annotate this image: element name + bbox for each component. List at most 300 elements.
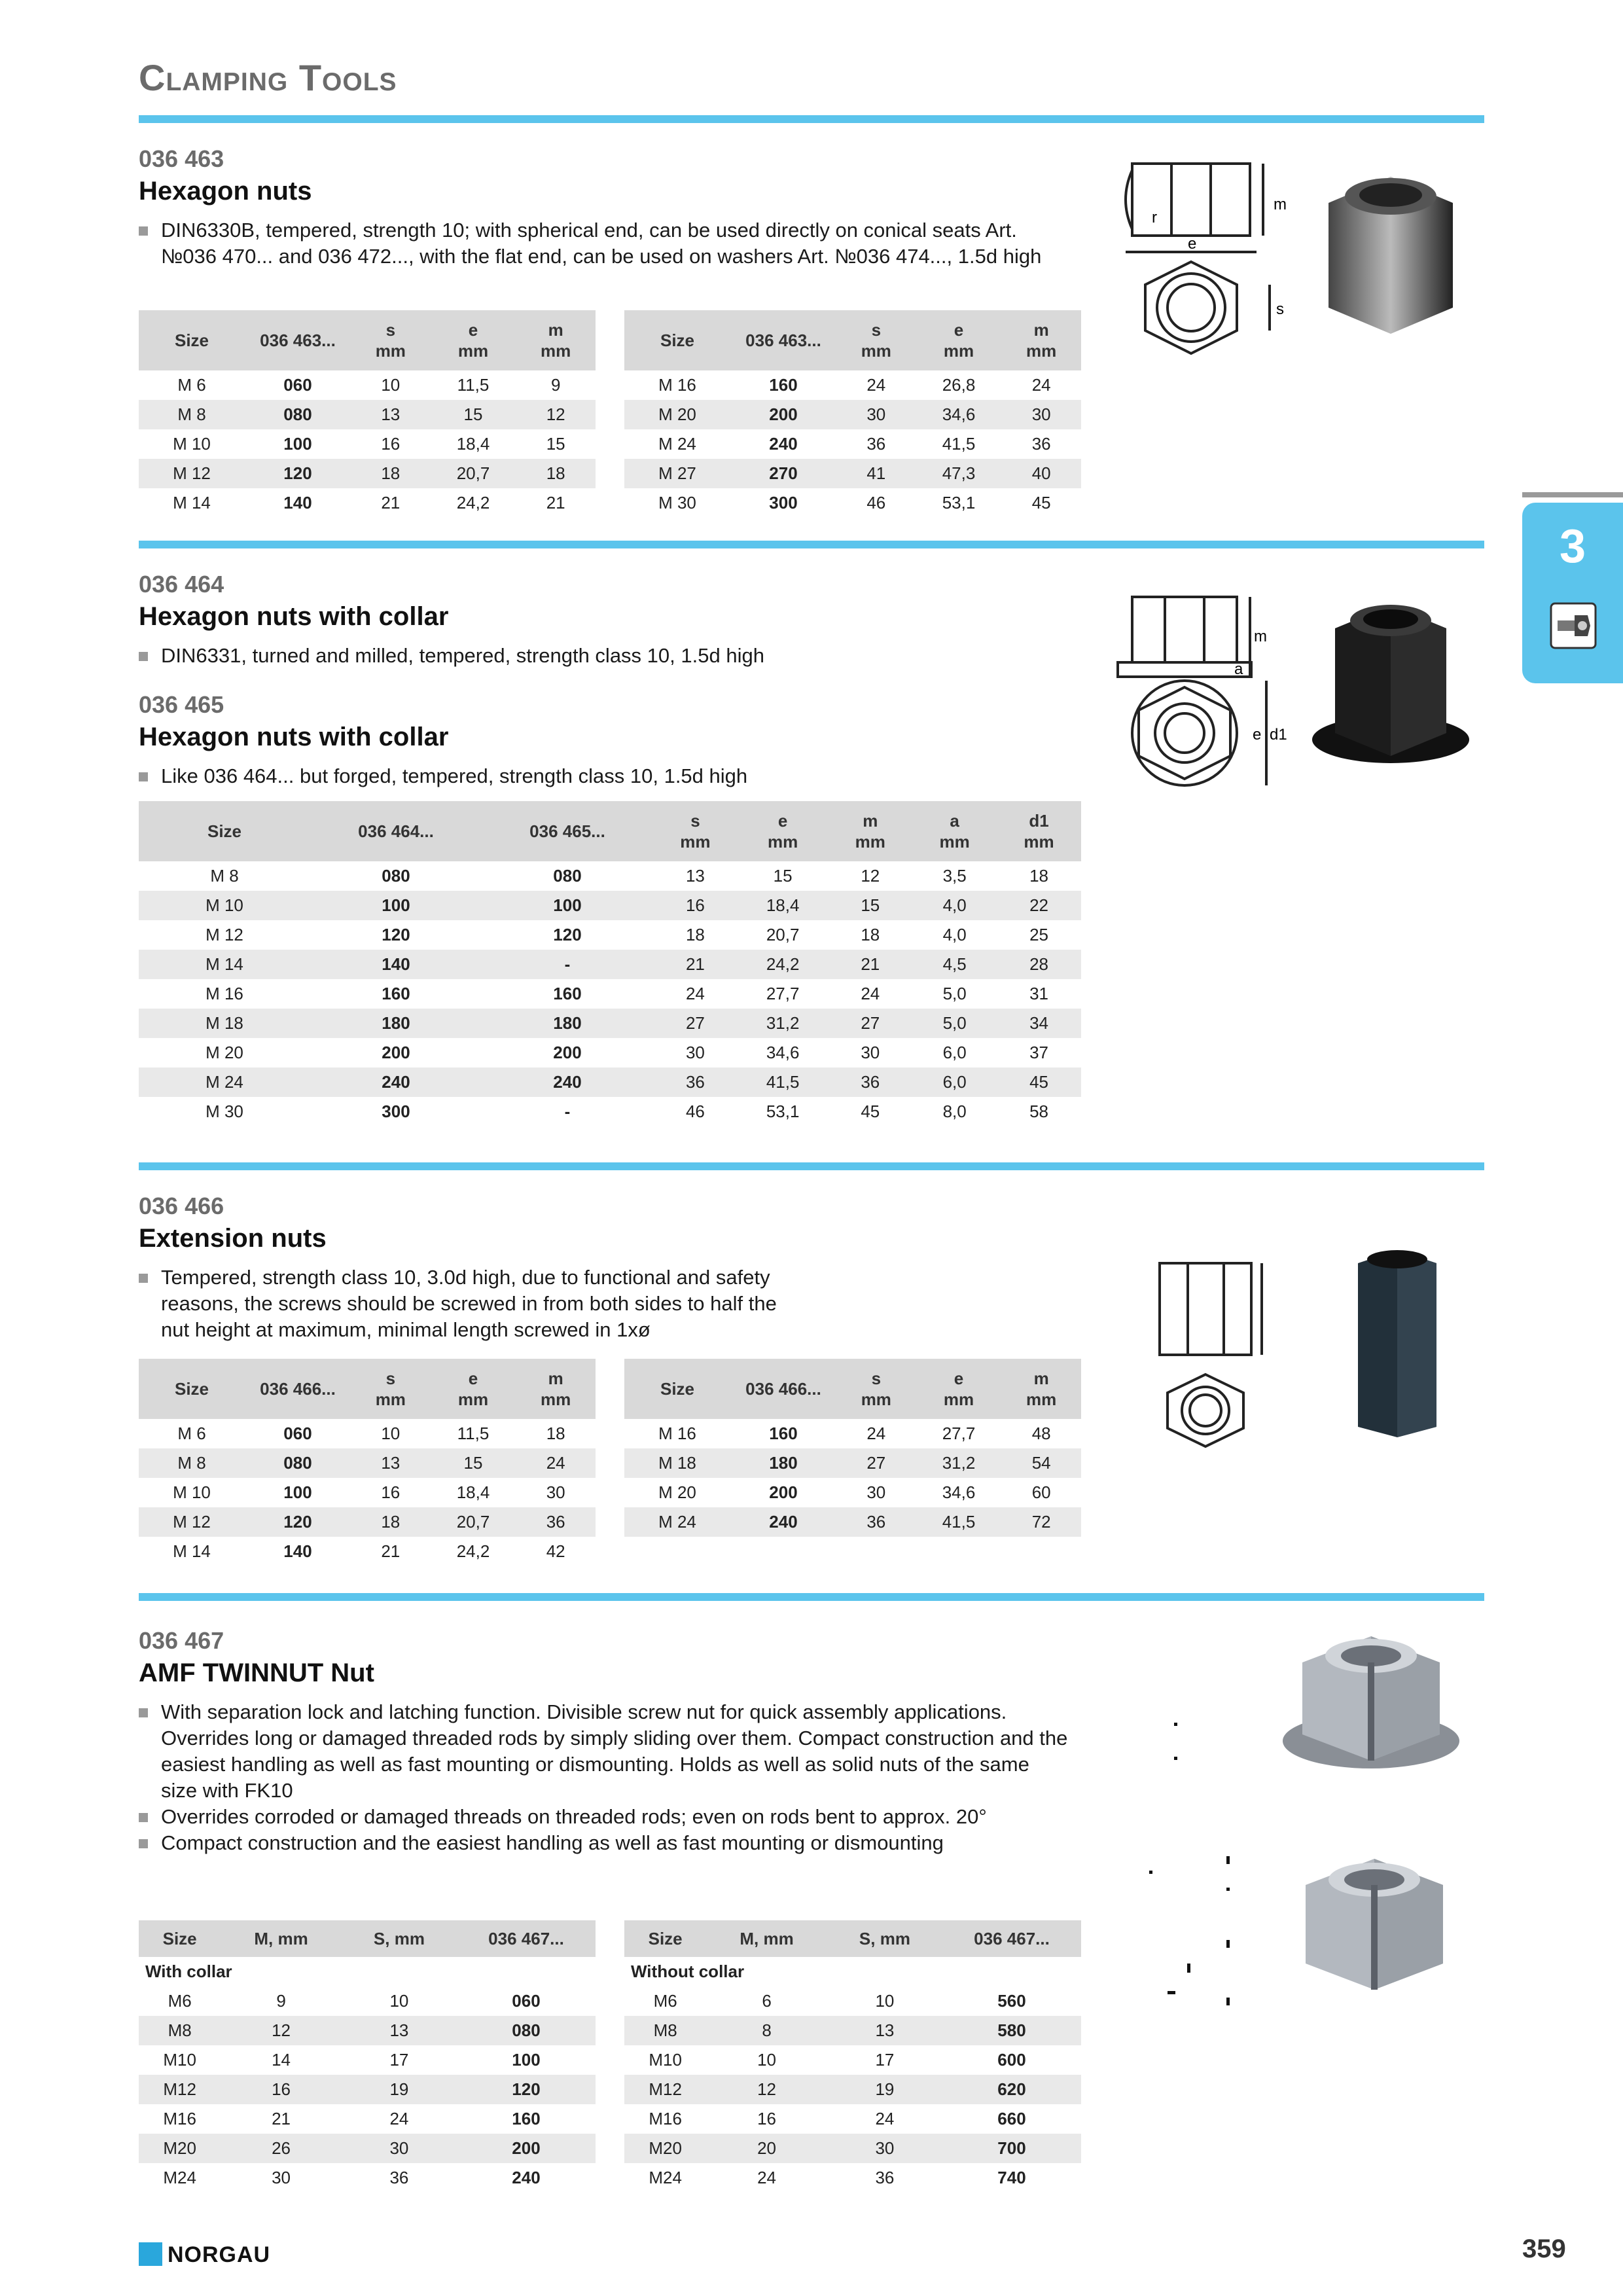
- cell: 20,7: [431, 1507, 516, 1537]
- cell: 10: [342, 1986, 457, 2016]
- table-row: [139, 1986, 596, 2016]
- cell: 240: [457, 2163, 596, 2193]
- cell: 270: [730, 459, 836, 488]
- table-header-row: [139, 1920, 596, 1957]
- cell: M 14: [173, 1541, 211, 1561]
- table-row: [624, 1478, 1081, 1507]
- col-article: 036 463...: [730, 310, 836, 370]
- marker-dot: [1226, 1998, 1230, 2005]
- cell: 100: [457, 2045, 596, 2075]
- cell: 180: [730, 1448, 836, 1478]
- spec-table-466-left: [139, 1359, 596, 1566]
- cell: 30: [342, 2134, 457, 2163]
- table-row: [139, 488, 596, 518]
- cell: 18: [546, 1424, 565, 1443]
- marker-dot: [1226, 1940, 1230, 1948]
- spec-table-467-right: [624, 1920, 1081, 2193]
- cell: 160: [553, 984, 582, 1003]
- table-header-row: [139, 801, 1081, 861]
- col-m: M, mm: [221, 1920, 342, 1957]
- page-title: [139, 56, 397, 99]
- cell: 21: [221, 2104, 342, 2134]
- table-header-row: [139, 310, 596, 370]
- table-row: [624, 1419, 1081, 1448]
- table-row: [139, 2045, 596, 2075]
- cell: 200: [730, 400, 836, 429]
- marker-dot: [1187, 1964, 1190, 1973]
- article-number-464: 036 464: [139, 571, 224, 598]
- cell: 41,5: [738, 1067, 829, 1097]
- bullet-list-463: [139, 217, 1068, 270]
- table-row: [139, 979, 1081, 1009]
- marker-dot: [1168, 1991, 1175, 1994]
- col-e: e mm: [431, 1359, 516, 1419]
- cell: 6: [706, 1986, 827, 2016]
- dim-label-a: a: [1234, 660, 1243, 678]
- col-article: 036 467...: [457, 1920, 596, 1957]
- cell: M 6: [177, 1424, 206, 1443]
- col-e: e mm: [738, 801, 829, 861]
- group-label: With collar: [139, 1957, 596, 1986]
- cell: 47,3: [916, 459, 1002, 488]
- cell: 28: [997, 950, 1081, 979]
- cell: 10: [827, 1986, 942, 2016]
- hexagon-nut-photo: [1309, 157, 1472, 340]
- cell: 18,4: [456, 434, 490, 454]
- cell: 20,7: [766, 925, 800, 944]
- cell: M 14: [173, 493, 211, 512]
- table-row: [624, 488, 1081, 518]
- marker-dot: [1174, 1723, 1177, 1726]
- cell: M20: [624, 2134, 706, 2163]
- cell: 18: [861, 925, 880, 944]
- cell: 16: [221, 2075, 342, 2104]
- col-article: 036 463...: [245, 310, 351, 370]
- cell: -: [482, 950, 653, 979]
- cell: M10: [139, 2045, 221, 2075]
- cell: 200: [769, 1482, 798, 1502]
- cell: 8: [706, 2016, 827, 2045]
- cell: 11,5: [457, 1424, 490, 1443]
- bullet-item: Tempered, strength class 10, 3.0d high, due to functional and safety reasons, the screws should be screwed in from both sides to half the nut height at maximum, minimal length screwed in 1xø: [139, 1265, 806, 1343]
- col-m: m mm: [1001, 1359, 1081, 1419]
- cell: 10: [706, 2045, 827, 2075]
- table-row: [139, 1448, 596, 1478]
- bullet-list-465: [139, 763, 1068, 789]
- cell: 100: [310, 891, 482, 920]
- cell: M 30: [658, 493, 696, 512]
- cell: 21: [381, 1541, 401, 1561]
- cell: 36: [836, 1507, 916, 1537]
- col-size: Size: [139, 1920, 221, 1957]
- table-row: [139, 1957, 596, 1986]
- cell: 25: [1029, 925, 1048, 944]
- cell: 72: [1001, 1507, 1081, 1537]
- cell: M 16: [205, 984, 243, 1003]
- table-row: [139, 891, 1081, 920]
- article-number-467: 036 467: [139, 1627, 224, 1654]
- cell: 41,5: [916, 1507, 1002, 1537]
- article-title-466: Extension nuts: [139, 1224, 327, 1253]
- col-article-465: 036 465...: [482, 801, 653, 861]
- cell: M 10: [173, 1482, 211, 1502]
- article-title-465: Hexagon nuts with collar: [139, 723, 449, 751]
- cell: 180: [310, 1009, 482, 1038]
- hexagon-nut-drawing: [1113, 151, 1296, 373]
- cell: 26: [221, 2134, 342, 2163]
- cell: 18: [685, 925, 705, 944]
- cell: M 27: [624, 459, 730, 488]
- cell: 300: [769, 493, 798, 512]
- col-m: m mm: [516, 310, 596, 370]
- cell: 3,5: [942, 866, 967, 886]
- bullet-item: Compact construction and the easiest handling as well as fast mounting or dismounting: [139, 1830, 1068, 1856]
- cell: 13: [351, 1448, 431, 1478]
- cell: 36: [866, 434, 886, 454]
- cell: 34: [997, 1009, 1081, 1038]
- cell: 4,0: [912, 891, 997, 920]
- col-s: S, mm: [827, 1920, 942, 1957]
- col-s: s mm: [351, 310, 431, 370]
- dim-label-e: e: [1253, 726, 1262, 744]
- cell: 580: [942, 2016, 1081, 2045]
- col-size: Size: [139, 310, 245, 370]
- cell: -: [564, 1102, 571, 1121]
- table-row: [139, 2104, 596, 2134]
- cell: 20,7: [431, 459, 516, 488]
- cell: 12: [861, 866, 880, 886]
- nut-clamp-icon: [1548, 601, 1598, 651]
- cell: 46: [866, 493, 886, 512]
- cell: M 30: [205, 1102, 243, 1121]
- cell: 120: [553, 925, 582, 944]
- col-article: 036 467...: [942, 1920, 1081, 1957]
- cell: 060: [283, 375, 312, 395]
- cell: 30: [685, 1043, 705, 1062]
- article-title-463: Hexagon nuts: [139, 177, 312, 206]
- cell: 5,0: [942, 984, 967, 1003]
- cell: 34,6: [942, 1482, 976, 1502]
- cell: M12: [624, 2075, 706, 2104]
- article-title-464: Hexagon nuts with collar: [139, 602, 449, 631]
- cell: 42: [546, 1541, 565, 1561]
- table-row: [139, 370, 596, 400]
- cell: 24: [706, 2163, 827, 2193]
- col-a: a mm: [912, 801, 997, 861]
- cell: 18,4: [738, 891, 829, 920]
- table-row: [624, 1986, 1081, 2016]
- brand-name: NORGAU: [168, 2242, 271, 2267]
- bullet-item: With separation lock and latching function. Divisible screw nut for quick assembly applications. Overrides long or damaged threaded rods by simply sliding over them. Compact construction and the easiest handling as well as fast mounting or dismounting. Holds as well as solid nuts of the same size with FK10: [139, 1699, 1068, 1804]
- cell: 30: [866, 1482, 886, 1502]
- cell: 21: [828, 950, 912, 979]
- cell: 21: [381, 493, 401, 512]
- cell: M 12: [139, 459, 245, 488]
- cell: 40: [1001, 459, 1081, 488]
- col-size: Size: [624, 1920, 706, 1957]
- table-row: [624, 2163, 1081, 2193]
- cell: 15: [546, 434, 565, 454]
- cell: M8: [139, 2016, 221, 2045]
- table-header-row: [624, 1359, 1081, 1419]
- cell: M 8: [139, 1448, 245, 1478]
- col-d1: d1 mm: [997, 801, 1081, 861]
- table-header-row: [139, 1359, 596, 1419]
- article-number-466: 036 466: [139, 1193, 224, 1219]
- cell: 200: [382, 1043, 410, 1062]
- cell: 36: [516, 1507, 596, 1537]
- cell: 31,2: [916, 1448, 1002, 1478]
- cell: 27: [836, 1448, 916, 1478]
- cell: 16: [653, 891, 738, 920]
- divider: [139, 1593, 1484, 1601]
- cell: 600: [942, 2045, 1081, 2075]
- extension-nut-drawing: [1152, 1257, 1270, 1460]
- col-s: s mm: [653, 801, 738, 861]
- cell: 19: [827, 2075, 942, 2104]
- cell: 16: [706, 2104, 827, 2134]
- table-row: [624, 1507, 1081, 1537]
- cell: 16: [381, 434, 401, 454]
- table-header-row: [624, 310, 1081, 370]
- cell: 14: [221, 2045, 342, 2075]
- cell: 36: [653, 1067, 738, 1097]
- cell: 30: [546, 1482, 565, 1502]
- col-article-464: 036 464...: [310, 801, 482, 861]
- col-m: m mm: [828, 801, 912, 861]
- cell: 8,0: [942, 1102, 967, 1121]
- cell: 4,0: [942, 925, 967, 944]
- cell: 27,7: [942, 1424, 976, 1443]
- col-s: s mm: [836, 310, 916, 370]
- cell: M24: [624, 2163, 706, 2193]
- cell: 60: [1031, 1482, 1051, 1502]
- cell: 6,0: [942, 1043, 967, 1062]
- cell: M 10: [173, 434, 211, 454]
- table-row: [139, 400, 596, 429]
- twinnut-photo: [1283, 1846, 1466, 1996]
- cell: 20: [706, 2134, 827, 2163]
- col-s: S, mm: [342, 1920, 457, 1957]
- spec-table-467-left: [139, 1920, 596, 2193]
- cell: 46: [685, 1102, 705, 1121]
- cell: M 8: [210, 866, 239, 886]
- cell: 24: [685, 984, 705, 1003]
- cell: 18: [351, 459, 431, 488]
- dim-label-r: r: [1152, 209, 1157, 226]
- cell: 240: [482, 1067, 653, 1097]
- table-row: [624, 2075, 1081, 2104]
- cell: 4,5: [912, 950, 997, 979]
- cell: M 20: [205, 1043, 243, 1062]
- cell: M 20: [624, 400, 730, 429]
- cell: 24: [827, 2104, 942, 2134]
- cell: 080: [245, 400, 351, 429]
- cell: 15: [773, 866, 793, 886]
- cell: 140: [283, 493, 312, 512]
- table-row: [139, 1067, 1081, 1097]
- cell: 27: [828, 1009, 912, 1038]
- cell: M 16: [658, 375, 696, 395]
- cell: 24: [866, 375, 886, 395]
- bullet-list-464: [139, 643, 1068, 669]
- cell: 21: [653, 950, 738, 979]
- article-number-465: 036 465: [139, 691, 224, 718]
- cell: 120: [245, 459, 351, 488]
- cell: 18,4: [456, 1482, 490, 1502]
- bullet-item: DIN6331, turned and milled, tempered, strength class 10, 1.5d high: [139, 643, 1068, 669]
- cell: M 14: [139, 950, 310, 979]
- cell: 48: [1031, 1424, 1051, 1443]
- col-e: e mm: [916, 1359, 1002, 1419]
- page-number: 359: [1522, 2234, 1566, 2263]
- cell: M 18: [624, 1448, 730, 1478]
- cell: 36: [1031, 434, 1051, 454]
- bullet-item: Like 036 464... but forged, tempered, strength class 10, 1.5d high: [139, 763, 1068, 789]
- dim-label-d1: d1: [1270, 726, 1287, 744]
- marker-dot: [1174, 1757, 1177, 1760]
- cell: 6,0: [912, 1067, 997, 1097]
- cell: 140: [310, 950, 482, 979]
- cell: M16: [139, 2104, 221, 2134]
- cell: 54: [1001, 1448, 1081, 1478]
- cell: 18: [516, 459, 596, 488]
- chapter-tab[interactable]: [1522, 503, 1623, 683]
- cell: 41: [836, 459, 916, 488]
- cell: 18: [1029, 866, 1048, 886]
- divider: [139, 541, 1484, 548]
- cell: 30: [827, 2134, 942, 2163]
- cell: 22: [997, 891, 1081, 920]
- cell: 180: [482, 1009, 653, 1038]
- cell: M 10: [139, 891, 310, 920]
- dim-label-m: m: [1274, 196, 1287, 213]
- table-row: [139, 1009, 1081, 1038]
- cell: M 6: [177, 375, 206, 395]
- cell: 24: [861, 984, 880, 1003]
- col-size: Size: [139, 1359, 245, 1419]
- cell: 080: [382, 866, 410, 886]
- cell: 740: [942, 2163, 1081, 2193]
- cell: 12: [706, 2075, 827, 2104]
- cell: M12: [139, 2075, 221, 2104]
- cell: 13: [342, 2016, 457, 2045]
- col-m: M, mm: [706, 1920, 827, 1957]
- table-header-row: [624, 1920, 1081, 1957]
- marker-dot: [1149, 1871, 1152, 1874]
- table-row: [139, 1038, 1081, 1067]
- cell: 53,1: [942, 493, 976, 512]
- table-row: [624, 2016, 1081, 2045]
- cell: M24: [139, 2163, 221, 2193]
- cell: M 8: [139, 400, 245, 429]
- cell: 620: [942, 2075, 1081, 2104]
- bullet-list-467: [139, 1699, 1068, 1856]
- cell: 100: [283, 434, 312, 454]
- divider: [139, 1162, 1484, 1170]
- spec-table-463-right: [624, 310, 1081, 518]
- cell: 140: [283, 1541, 312, 1561]
- cell: 30: [861, 1043, 880, 1062]
- cell: 5,0: [912, 1009, 997, 1038]
- table-row: [624, 1448, 1081, 1478]
- cell: 45: [1031, 493, 1051, 512]
- cell: 34,6: [766, 1043, 800, 1062]
- cell: 45: [997, 1067, 1081, 1097]
- cell: 10: [381, 1424, 401, 1443]
- cell: 36: [827, 2163, 942, 2193]
- cell: 9: [550, 375, 561, 395]
- col-article: 036 466...: [245, 1359, 351, 1419]
- cell: 120: [382, 925, 410, 944]
- cell: 16: [381, 1482, 401, 1502]
- cell: 100: [283, 1482, 312, 1502]
- divider: [139, 115, 1484, 123]
- cell: 24: [516, 1448, 596, 1478]
- col-e: e mm: [431, 310, 516, 370]
- cell: M 20: [658, 1482, 696, 1502]
- cell: 9: [221, 1986, 342, 2016]
- table-row: [139, 1507, 596, 1537]
- cell: 24: [866, 1424, 886, 1443]
- extension-nut-photo: [1348, 1244, 1446, 1440]
- cell: 160: [769, 375, 798, 395]
- cell: 24,2: [738, 950, 829, 979]
- cell: M16: [624, 2104, 706, 2134]
- dim-label-m: m: [1254, 628, 1267, 645]
- group-label: Without collar: [624, 1957, 1081, 1986]
- marker-dot: [1226, 1856, 1230, 1864]
- cell: 13: [351, 400, 431, 429]
- table-row: [139, 2134, 596, 2163]
- cell: 120: [245, 1507, 351, 1537]
- cell: M8: [624, 2016, 706, 2045]
- cell: 45: [861, 1102, 880, 1121]
- cell: 27: [653, 1009, 738, 1038]
- dim-label-s: s: [1276, 300, 1284, 318]
- cell: 31: [1029, 984, 1048, 1003]
- cell: 21: [546, 493, 565, 512]
- spec-table-464-465: [139, 801, 1081, 1126]
- cell: M 12: [205, 925, 243, 944]
- cell: 30: [836, 400, 916, 429]
- table-row: [139, 2016, 596, 2045]
- table-row: [624, 429, 1081, 459]
- spec-table-466-right: [624, 1359, 1081, 1537]
- cell: 15: [828, 891, 912, 920]
- table-row: [139, 429, 596, 459]
- cell: 240: [310, 1067, 482, 1097]
- table-row: [624, 2104, 1081, 2134]
- table-row: [139, 920, 1081, 950]
- col-size: Size: [624, 310, 730, 370]
- table-row: [624, 2134, 1081, 2163]
- cell: 41,5: [942, 434, 976, 454]
- cell: 11,5: [457, 375, 490, 395]
- table-row: [139, 2163, 596, 2193]
- table-row: [624, 459, 1081, 488]
- cell: 660: [942, 2104, 1081, 2134]
- cell: 240: [769, 434, 798, 454]
- cell: 12: [516, 400, 596, 429]
- cell: M 24: [658, 434, 696, 454]
- cell: 24,2: [456, 493, 490, 512]
- col-article: 036 466...: [730, 1359, 836, 1419]
- cell: 26,8: [942, 375, 976, 395]
- table-row: [139, 1537, 596, 1566]
- cell: 58: [1029, 1102, 1048, 1121]
- cell: 200: [457, 2134, 596, 2163]
